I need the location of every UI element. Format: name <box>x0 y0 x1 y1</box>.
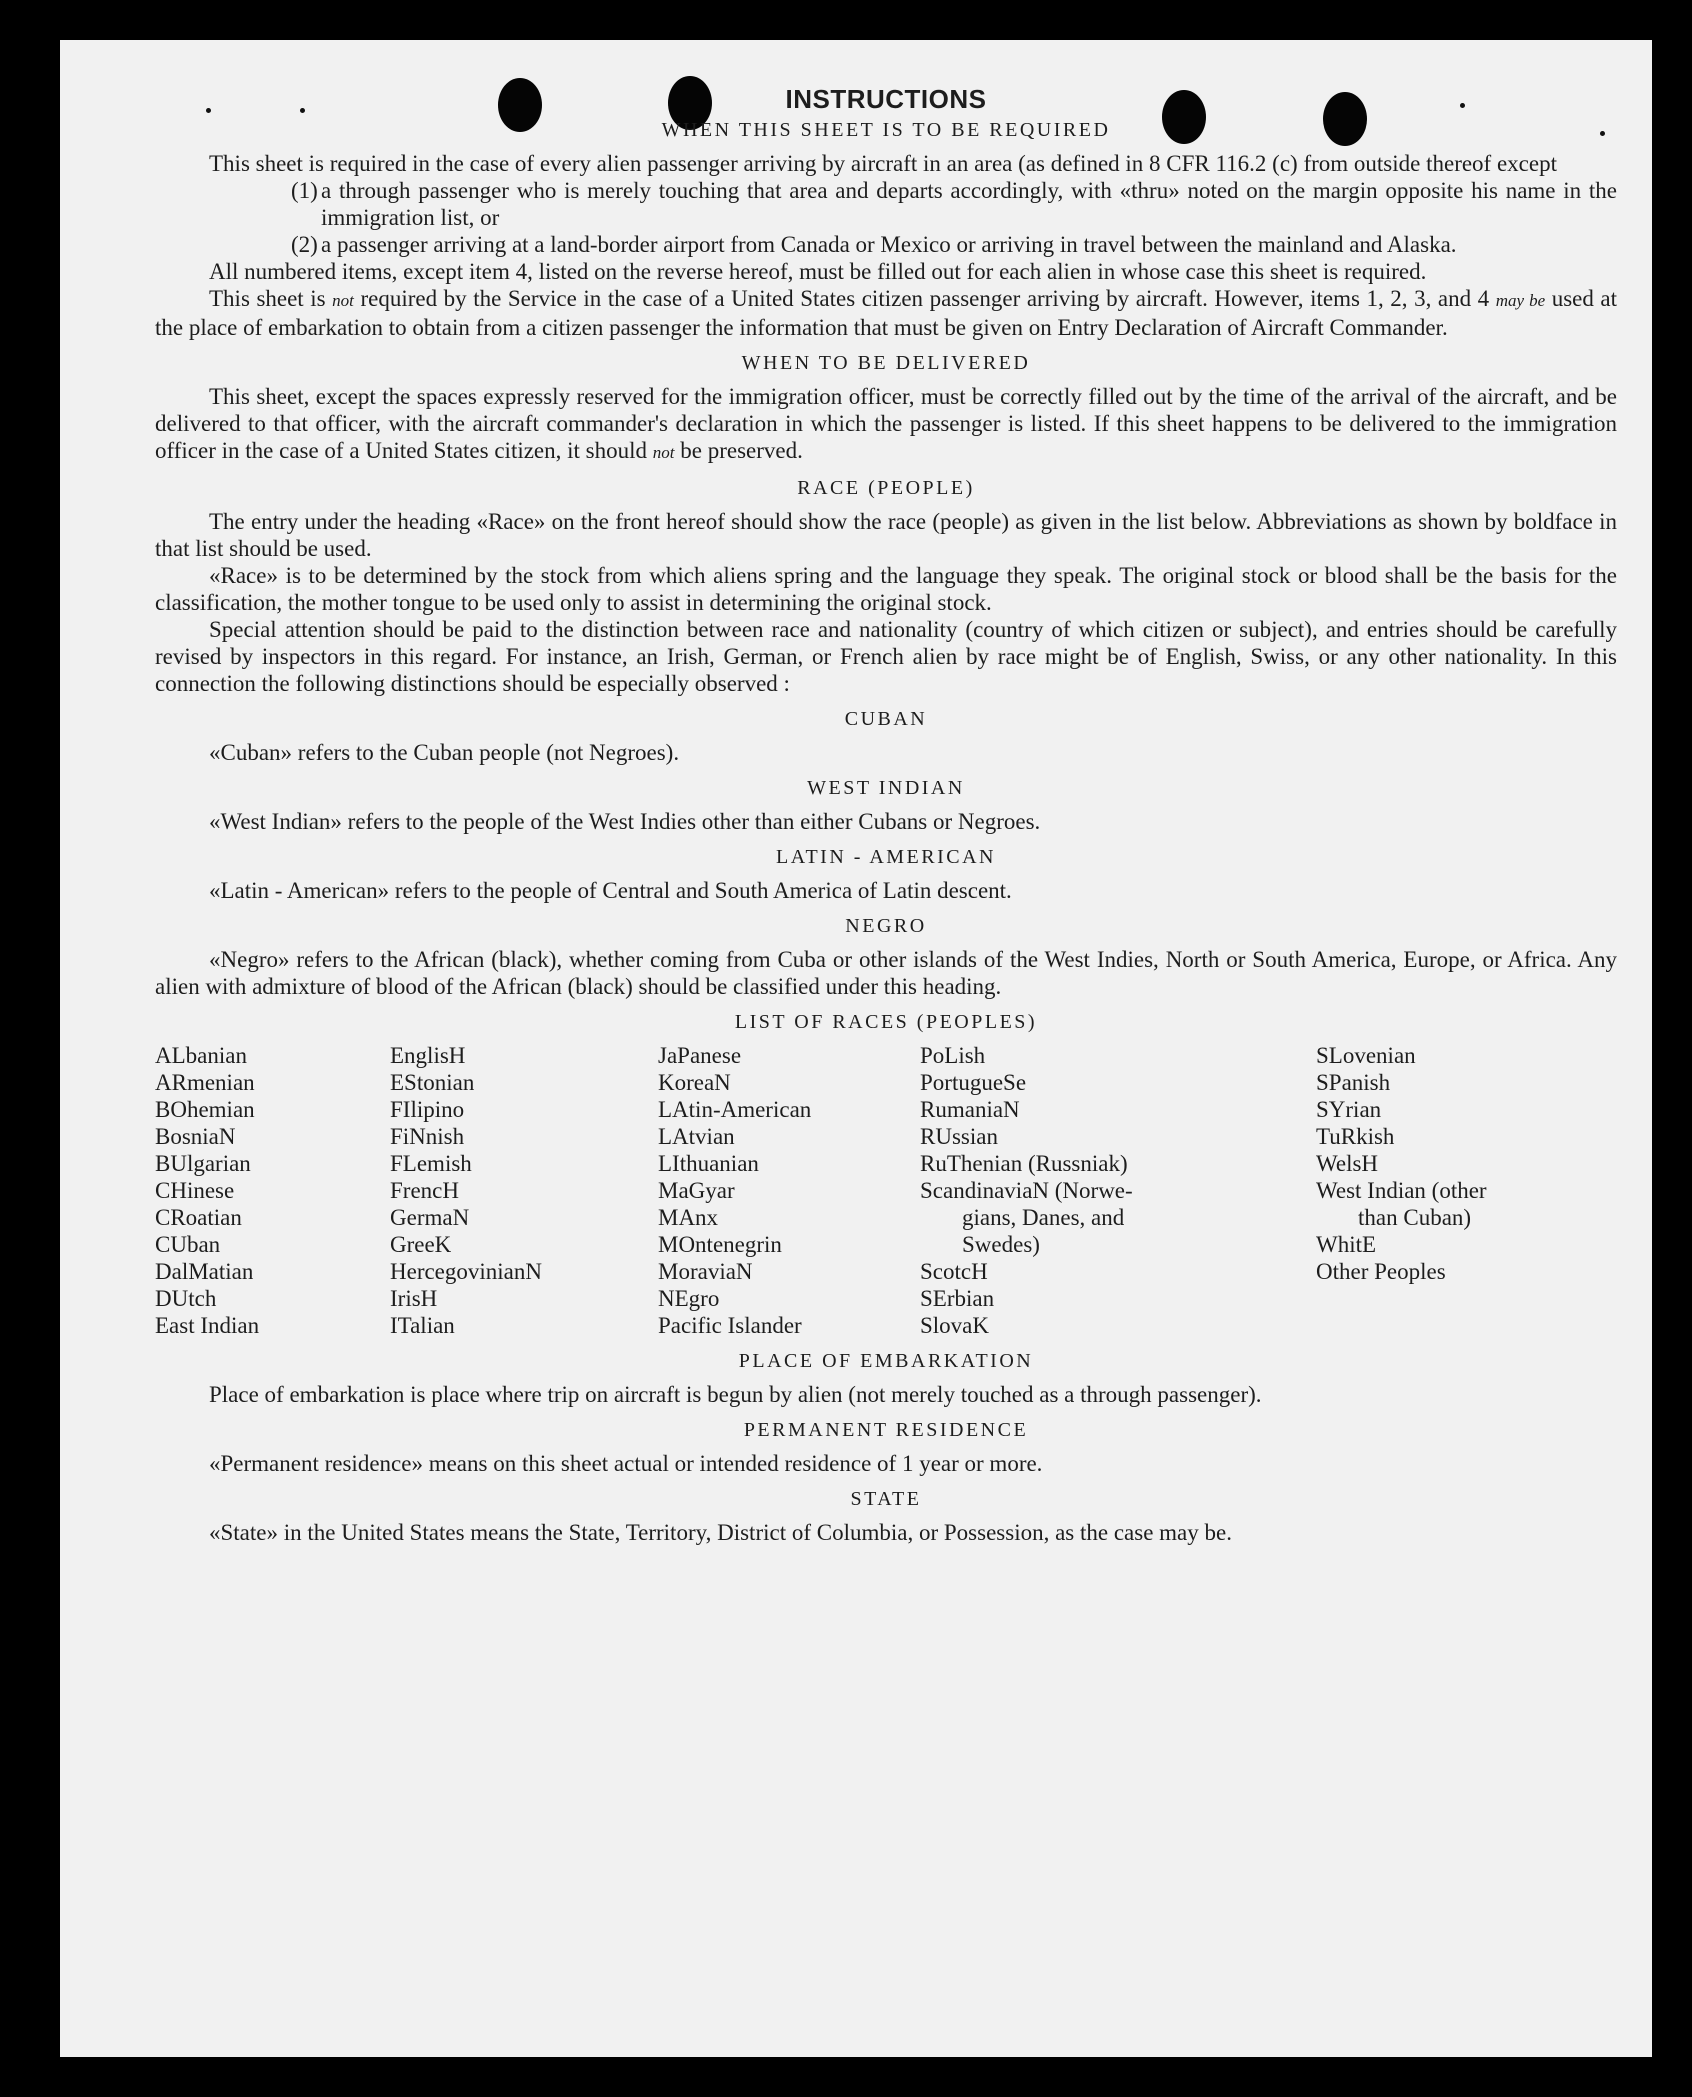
race-entry: BOhemian <box>155 1097 255 1122</box>
heading-list-of-races: LIST OF RACES (PEOPLES) <box>734 1011 1038 1033</box>
instructions-content <box>155 83 1617 1546</box>
race-entry: CHinese <box>155 1178 235 1203</box>
race-entry: DUtch <box>155 1286 217 1311</box>
races-column <box>390 1042 658 1339</box>
race-entry: SPanish <box>1316 1070 1391 1095</box>
para-required-intro: This sheet is required in the case of every alien passenger arriving by aircraft in an area (as defined in 8 CFR 116.2 (c) from outside thereof except <box>209 151 1557 176</box>
heading-west-indian: WEST INDIAN <box>807 777 965 799</box>
races-column <box>920 1042 1316 1339</box>
heading-negro: NEGRO <box>845 915 927 937</box>
para-residence: «Permanent residence» means on this sheet actual or intended residence of 1 year or more. <box>209 1451 1043 1476</box>
race-entry: RumaniaN <box>920 1097 1020 1122</box>
race-entry: ITalian <box>390 1313 455 1338</box>
race-entry: Other Peoples <box>1316 1259 1446 1284</box>
race-entry: SYrian <box>1316 1097 1382 1122</box>
race-entry: ScotcH <box>920 1259 988 1284</box>
race-entry: BUlgarian <box>155 1151 251 1176</box>
para-race-2: «Race» is to be determined by the stock from which aliens spring and the language they speak. The original stock or blood shall be the basis for the classification, the mother tongue to be used only to assist in determining the original stock. <box>155 563 1617 615</box>
para-citizen: This sheet is not required by the Service in the case of a United States citizen passenger arriving by aircraft. However, items 1, 2, 3, and 4 may be used at the place of embarkation to obtain from a citizen passenger the information that must be given on Entry Declaration of Aircraft Commander. <box>155 286 1618 340</box>
race-entry: ARmenian <box>155 1070 255 1095</box>
heading-residence: PERMANENT RESIDENCE <box>743 1419 1029 1441</box>
race-entry: MAnx <box>658 1205 719 1230</box>
para-numbered-items: All numbered items, except item 4, listed on the reverse hereof, must be filled out for each alien in whose case this sheet is required. <box>209 259 1427 284</box>
race-entry: gians, Danes, and <box>962 1205 1125 1230</box>
para-race-3: Special attention should be paid to the distinction between race and nationality (country of which citizen or subject), and entries should be carefully revised by inspectors in this regard. For instance, an Irish, German, or French alien by race might be of English, Swiss, or any other nationality. In this connection the following distinctions should be especially observed : <box>155 617 1617 696</box>
race-entry: KoreaN <box>658 1070 731 1095</box>
race-entry: DalMatian <box>155 1259 254 1284</box>
race-entry: MOntenegrin <box>658 1232 782 1257</box>
para-negro: «Negro» refers to the African (black), whether coming from Cuba or other islands of the West Indies, North or South America, Europe, or Africa. Any alien with admixture of blood of the African (black) should be classified under this heading. <box>155 947 1617 999</box>
races-list <box>155 1042 1617 1339</box>
race-entry: than Cuban) <box>1358 1205 1472 1230</box>
race-entry: PortugueSe <box>920 1070 1027 1095</box>
document-page <box>60 40 1652 2057</box>
race-entry: MaGyar <box>658 1178 735 1203</box>
heading-cuban: CUBAN <box>844 708 928 730</box>
race-entry: SLovenian <box>1316 1043 1416 1068</box>
race-entry: HercegovinianN <box>390 1259 542 1284</box>
race-entry: SlovaK <box>920 1313 989 1338</box>
race-entry: LAtin-American <box>658 1097 812 1122</box>
race-entry: FiNnish <box>390 1124 465 1149</box>
races-column <box>658 1042 920 1339</box>
para-embarkation: Place of embarkation is place where trip on aircraft is begun by alien (not merely touched as a through passenger). <box>209 1382 1262 1407</box>
race-entry: LAtvian <box>658 1124 735 1149</box>
race-entry: PoLish <box>920 1043 986 1068</box>
race-entry: WhitE <box>1316 1232 1377 1257</box>
para-west-indian: «West Indian» refers to the people of the West Indies other than either Cubans or Negroes. <box>209 809 1041 834</box>
race-entry: GermaN <box>390 1205 470 1230</box>
para-race-1: The entry under the heading «Race» on the front hereof should show the race (people) as given in the list below. Abbreviations as shown by boldface in that list should be used. <box>155 509 1617 561</box>
race-entry: ALbanian <box>155 1043 247 1068</box>
race-entry: BosniaN <box>155 1124 236 1149</box>
race-entry: IrisH <box>390 1286 438 1311</box>
para-latin-american: «Latin - American» refers to the people of Central and South America of Latin descent. <box>209 878 1012 903</box>
heading-state: STATE <box>850 1488 922 1510</box>
race-entry: RuThenian (Russniak) <box>920 1151 1128 1176</box>
race-entry: GreeK <box>390 1232 452 1257</box>
race-entry: RUssian <box>920 1124 998 1149</box>
race-entry: WelsH <box>1316 1151 1379 1176</box>
heading-race: RACE (PEOPLE) <box>797 477 975 499</box>
races-column <box>1316 1042 1616 1339</box>
race-entry: ScandinaviaN (Norwe- <box>920 1178 1133 1203</box>
heading-when-delivered: WHEN TO BE DELIVERED <box>741 352 1031 374</box>
para-state: «State» in the United States means the State, Territory, District of Columbia, or Possession, as the case may be. <box>209 1520 1232 1545</box>
race-entry: FLemish <box>390 1151 472 1176</box>
race-entry: EStonian <box>390 1070 475 1095</box>
race-entry: CUban <box>155 1232 221 1257</box>
page-title: INSTRUCTIONS <box>785 84 987 114</box>
race-entry: LIthuanian <box>658 1151 759 1176</box>
race-entry: East Indian <box>155 1313 260 1338</box>
heading-latin-american: LATIN - AMERICAN <box>776 846 996 868</box>
race-entry: West Indian (other <box>1316 1178 1487 1203</box>
para-delivered: This sheet, except the spaces expressly reserved for the immigration officer, must be correctly filled out by the time of the arrival of the aircraft, and be delivered to that officer, with the aircraft commander's declaration in which the passenger is listed. If this sheet happens to be delivered to the immigration officer in the case of a United States citizen, it should not be preserved. <box>155 384 1617 463</box>
para-cuban: «Cuban» refers to the Cuban people (not Negroes). <box>209 740 680 765</box>
races-column <box>155 1042 390 1339</box>
heading-embarkation: PLACE OF EMBARKATION <box>738 1350 1034 1372</box>
exception-item: (1) a through passenger who is merely touching that area and departs accordingly, with «thru» noted on the margin opposite his name in the immigration list, or <box>291 178 1617 230</box>
race-entry: TuRkish <box>1316 1124 1395 1149</box>
exception-item: (2) a passenger arriving at a land-border airport from Canada or Mexico or arriving in travel between the mainland and Alaska. <box>291 232 1457 257</box>
heading-when-required: WHEN THIS SHEET IS TO BE REQUIRED <box>661 119 1111 141</box>
race-entry: CRoatian <box>155 1205 242 1230</box>
race-entry: EnglisH <box>390 1043 466 1068</box>
race-entry: FIlipino <box>390 1097 465 1122</box>
race-entry: NEgro <box>658 1286 720 1311</box>
race-entry: Pacific Islander <box>658 1313 802 1338</box>
race-entry: Swedes) <box>962 1232 1040 1257</box>
race-entry: SErbian <box>920 1286 995 1311</box>
race-entry: FrencH <box>390 1178 459 1203</box>
race-entry: JaPanese <box>658 1043 742 1068</box>
race-entry: MoraviaN <box>658 1259 753 1284</box>
